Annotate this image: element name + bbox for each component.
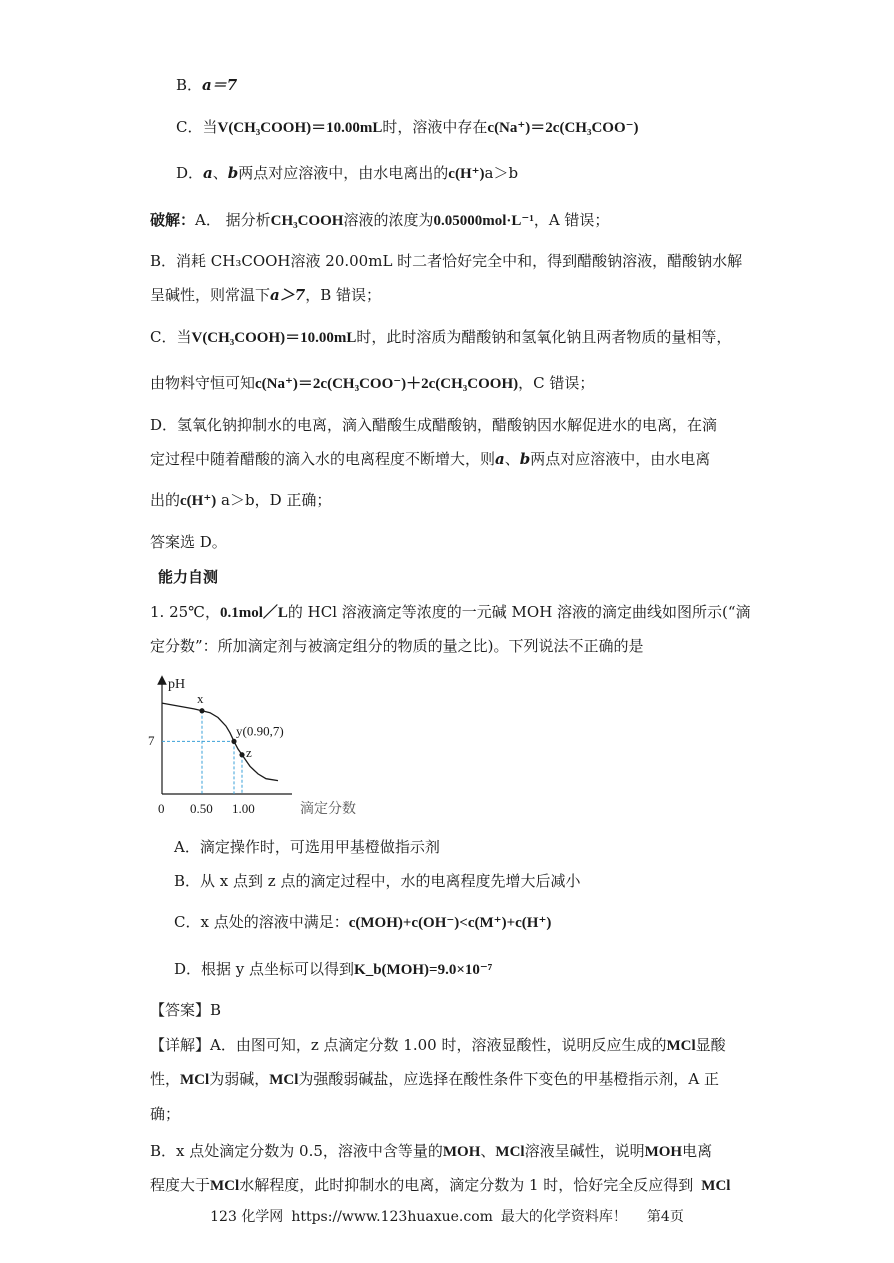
point-x [199,708,204,713]
page-footer [0,1206,894,1226]
point-z [239,752,244,757]
detail-b-line2: 程度大于MCl水解程度，此时抑制水的电离，滴定分数为 1 时，恰好完全反应得到 MCl [150,1176,731,1194]
x-tick-050: 0.50 [190,801,213,816]
x-tick-100: 1.00 [232,801,255,816]
analysis-c-line1: C．当V(CH₃COOH)＝10.00mL时，此时溶质为醋酸钠和氢氧化钠且两者物质的量相等， [150,328,732,346]
point-y [231,739,236,744]
detail-a-line2: 性，MCl为弱碱，MCl为强酸弱碱盐，应选择在酸性条件下变色的甲基橙指示剂，A 正 [150,1070,719,1088]
x-axis-label: 滴定分数 [300,801,356,817]
chart-points [197,691,284,760]
option-b: B．从 x 点到 z 点的滴定过程中，水的电离程度先增大后减小 [174,872,581,890]
option-d-prev: D．a、b两点对应溶液中，由水电离出的c(H⁺)a＞b [176,164,519,182]
point-label-z: z [246,744,252,760]
section-title: 能力自测 [158,568,219,586]
option-c-prev: C．当V(CH₃COOH)＝10.00mL时，溶液中存在c(Na⁺)＝2c(CH₃COO⁻) [176,118,639,136]
guide-lines [162,711,242,794]
detail-b-line1: B．x 点处滴定分数为 0.5，溶液中含等量的MOH、MCl溶液呈碱性，说明MOH电离 [150,1142,713,1160]
option-b-prev: B．a＝7 [176,76,238,94]
titration-chart [140,670,380,830]
footer-site: 123 化学网 [210,1209,284,1225]
footer-url[interactable]: https://www.123huaxue.com [291,1209,493,1225]
point-label-y: y(0.90,7) [236,723,284,739]
option-c: C．x 点处的溶液中满足：c(MOH)+c(OH⁻)<c(M⁺)+c(H⁺) [174,913,552,931]
detail-a-line1: 【详解】A．由图可知，z 点滴定分数 1.00 时，溶液显酸性，说明反应生成的MCl显酸 [150,1036,726,1054]
detail-a-line3: 确； [150,1105,181,1123]
analysis-b-line1: B．消耗 CH₃COOH溶液 20.00mL 时二者恰好完全中和，得到醋酸钠溶液，醋酸钠水解 [150,252,743,270]
analysis-answer: 答案选 D。 [150,533,227,551]
answer-line: 【答案】B [150,1001,222,1019]
question-line2: 定分数”：所加滴定剂与被滴定组分的物质的量之比)。下列说法不正确的是 [150,637,644,655]
question-line1: 1. 25℃，0.1mol／L的 HCl 溶液滴定等浓度的一元碱 MOH 溶液的滴定曲线如图所示(“滴 [150,603,751,621]
analysis-d-line1: D．氢氧化钠抑制水的电离，滴入醋酸生成醋酸钠，醋酸钠因水解促进水的电离，在滴 [150,416,718,434]
footer-page: 第4页 [646,1209,684,1225]
y-tick-7: 7 [148,733,155,748]
x-tick-0: 0 [158,801,165,816]
analysis-d-line2: 定过程中随着醋酸的滴入水的电离程度不断增大，则a、b两点对应溶液中，由水电离 [150,450,711,468]
analysis-c-line2: 由物料守恒可知c(Na⁺)＝2c(CH₃COO⁻)＋2c(CH₃COOH)，C 错误； [150,374,595,392]
footer-slogan: 最大的化学资料库！ [500,1209,627,1225]
y-axis-label: pH [168,677,186,692]
option-d: D．根据 y 点坐标可以得到K_b(MOH)=9.0×10⁻⁷ [174,960,493,978]
analysis-a: 破解：A． 据分析CH₃COOH溶液的浓度为0.05000mol·L⁻¹，A 错误； [150,211,610,229]
analysis-b-line2: 呈碱性，则常温下a＞7，B 错误； [150,286,381,304]
analysis-d-line3: 出的c(H⁺) a＞b，D 正确； [150,491,332,509]
point-label-x: x [197,690,204,706]
option-a: A．滴定操作时，可选用甲基橙做指示剂 [174,838,440,856]
